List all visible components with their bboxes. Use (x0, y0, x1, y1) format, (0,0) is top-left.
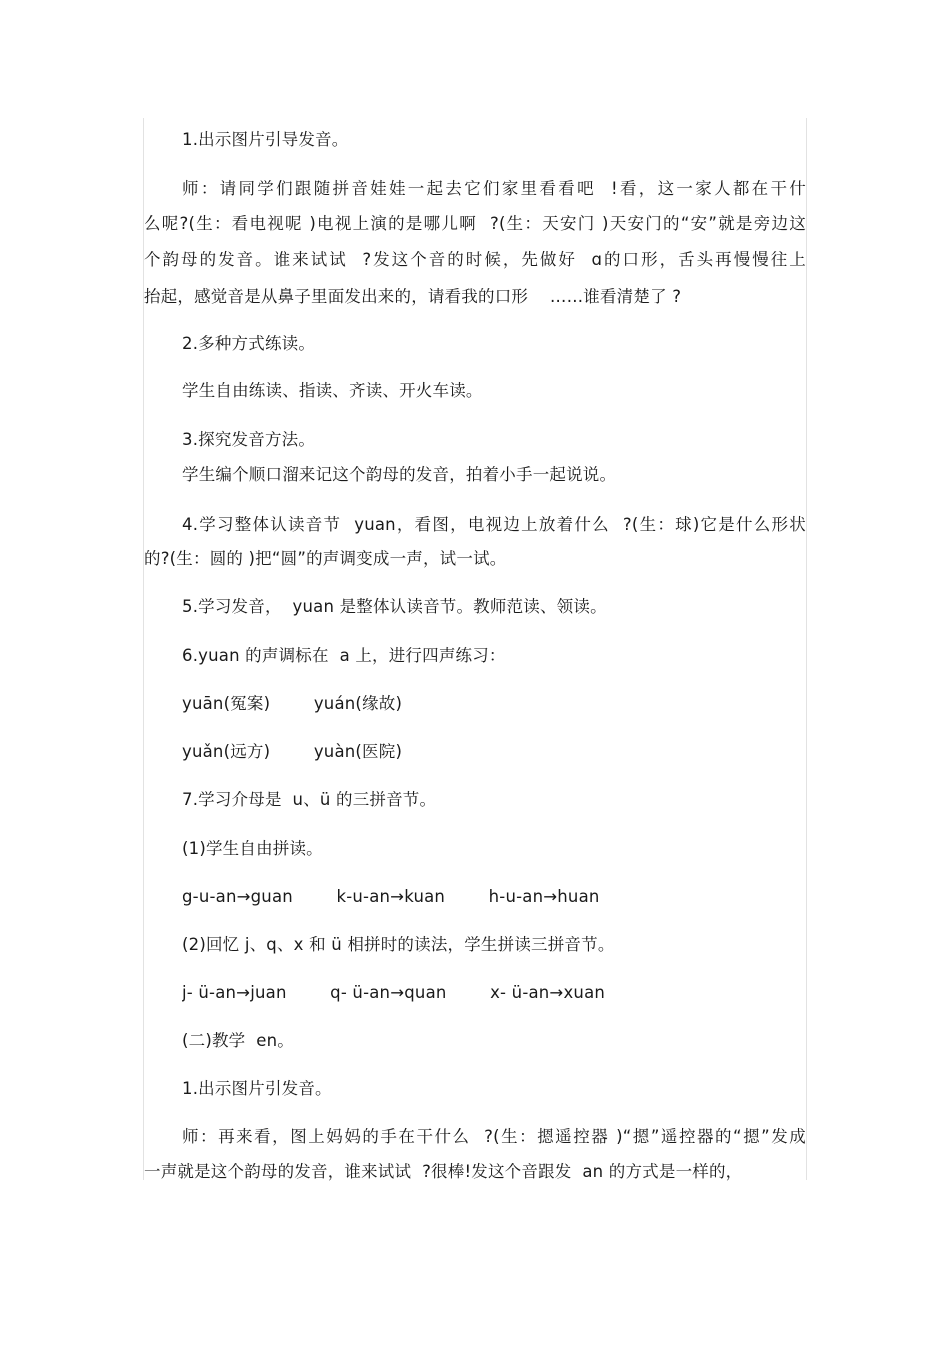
text-line: 6.yuan 的声调标在 a 上，进行四声练习： (182, 646, 506, 665)
text-line: (二)教学 en。 (182, 1031, 294, 1050)
text-line: 抬起，感觉音是从鼻子里面发出来的，请看我的口形 ……谁看清楚了 ? (144, 287, 682, 306)
text-line: 学生编个顺口溜来记这个韵母的发音，拍着小手一起说说。 (182, 465, 617, 484)
margin-rule-right (806, 118, 807, 1180)
text-line: 么呢?(生：看电视呢 )电视上演的是哪儿啊 ?(生：天安门 )天安门的“安”就是旁边这 (144, 214, 806, 233)
text-line: (2)回忆 j、q、x 和 ü 相拼时的读法，学生拼读三拼音节。 (182, 935, 615, 954)
text-line: yuǎn(远方) yuàn(医院) (182, 742, 403, 761)
text-line: (1)学生自由拼读。 (182, 839, 323, 858)
text-line: 师：请同学们跟随拼音娃娃一起去它们家里看看吧 !看，这一家人都在干什 (182, 179, 806, 198)
text-line: 1.出示图片引导发音。 (182, 130, 349, 149)
text-line: 2.多种方式练读。 (182, 334, 316, 353)
text-line: 7.学习介母是 u、ü 的三拼音节。 (182, 790, 437, 809)
text-line: g-u-an→guan k-u-an→kuan h-u-an→huan (182, 887, 600, 906)
text-line: yuān(冤案) yuán(缘故) (182, 694, 403, 713)
text-line: 5.学习发音， yuan 是整体认读音节。教师范读、领读。 (182, 597, 607, 616)
text-line: 一声就是这个韵母的发音，谁来试试 ?很棒!发这个音跟发 an 的方式是一样的， (144, 1162, 743, 1181)
text-line: 3.探究发音方法。 (182, 430, 316, 449)
text-line: 个韵母的发音。谁来试试 ?发这个音的时候，先做好 ɑ的口形，舌头再慢慢往上 (144, 250, 806, 269)
text-line: 的?(生：圆的 )把“圆”的声调变成一声，试一试。 (144, 549, 507, 568)
text-line: 1.出示图片引发音。 (182, 1079, 332, 1098)
text-line: j- ü-an→juan q- ü-an→quan x- ü-an→xuan (182, 983, 606, 1002)
text-line: 学生自由练读、指读、齐读、开火车读。 (182, 381, 483, 400)
text-line: 4.学习整体认读音节 yuan，看图，电视边上放着什么 ?(生：球)它是什么形状 (182, 515, 806, 534)
margin-rule-left (143, 118, 144, 1180)
text-line: 师：再来看，图上妈妈的手在干什么 ?(生：摁遥控器 )“摁”遥控器的“摁”发成 (182, 1127, 806, 1146)
